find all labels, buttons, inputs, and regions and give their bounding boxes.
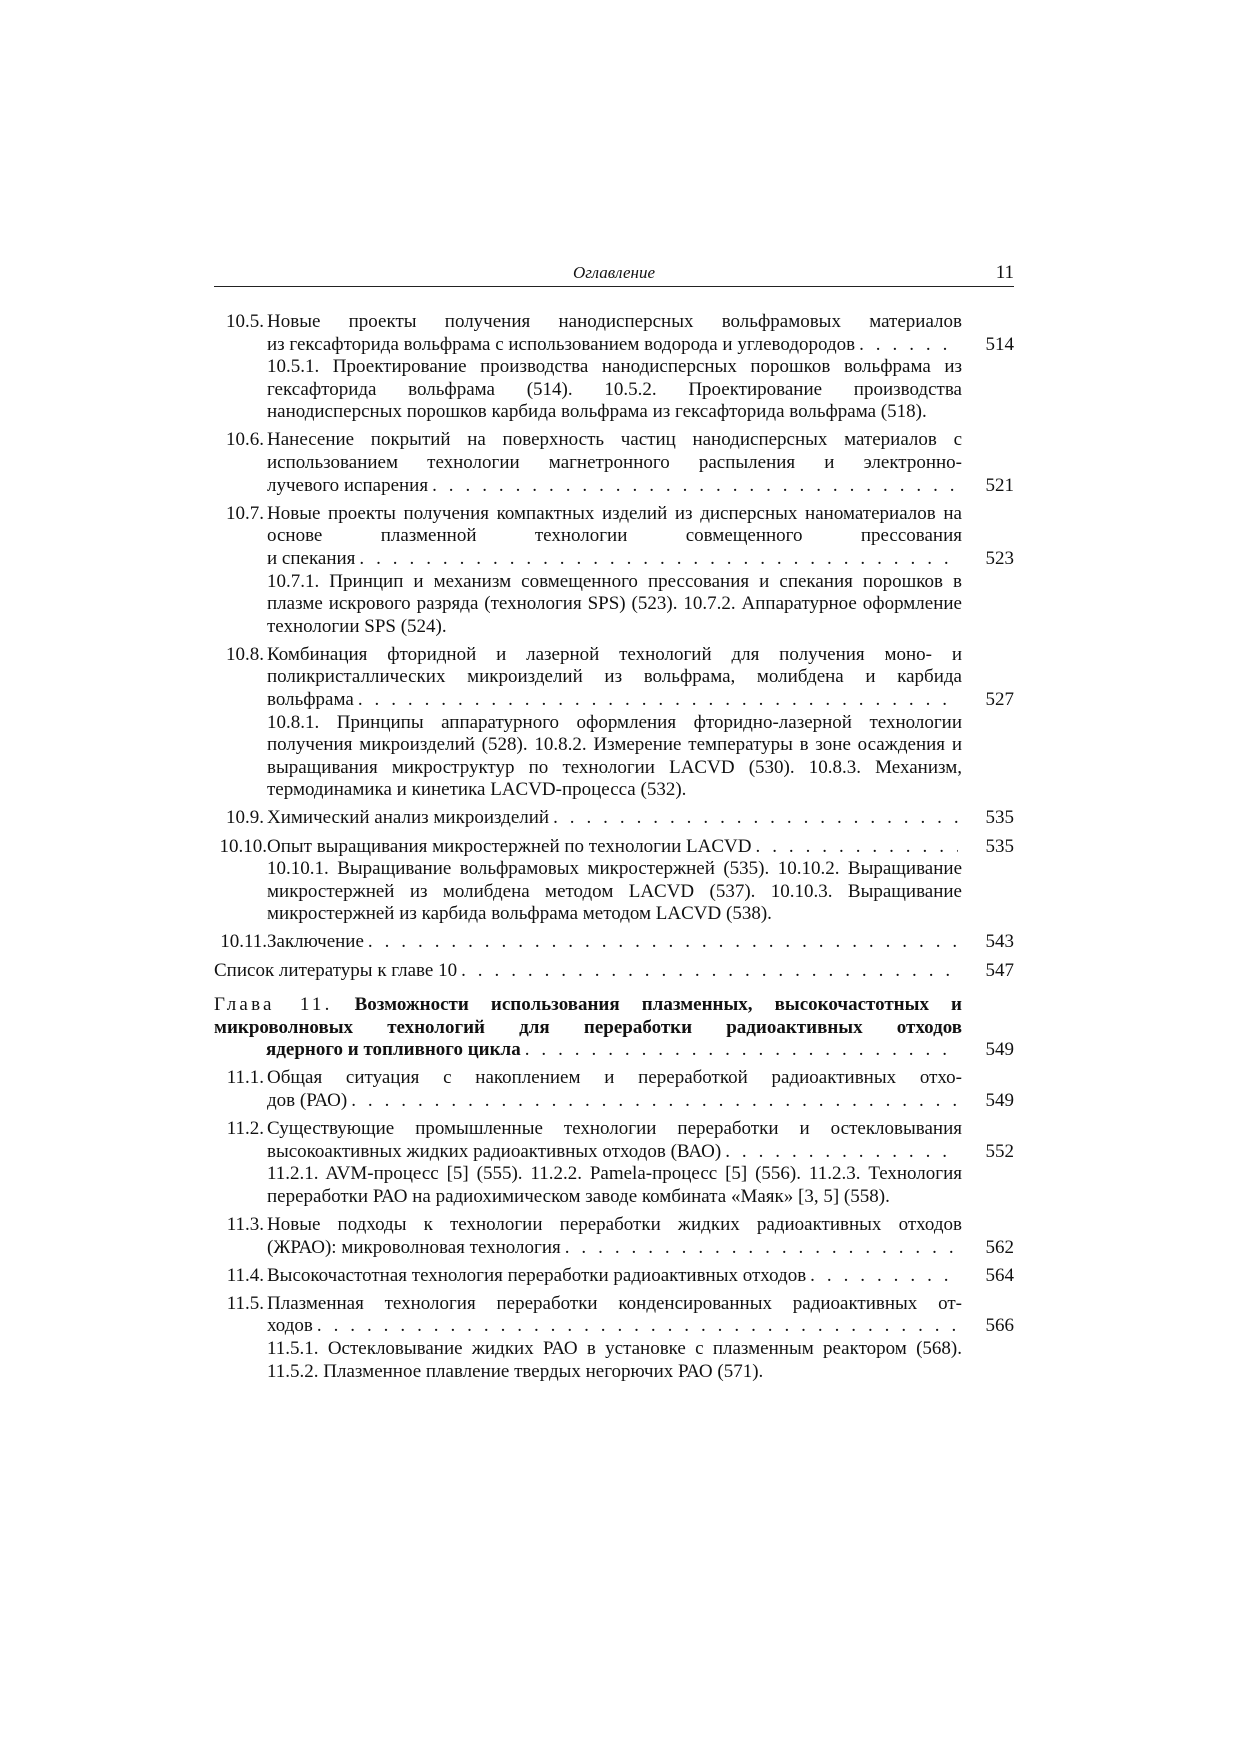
toc-entry-page: 514 xyxy=(985,333,1014,355)
dot-leader xyxy=(368,931,958,954)
dot-leader xyxy=(359,548,958,571)
dot-leader xyxy=(525,1039,958,1062)
toc-entry xyxy=(214,807,1014,830)
dot-leader xyxy=(461,960,958,983)
toc-entry xyxy=(214,931,1014,954)
toc-entry-title xyxy=(267,429,962,497)
toc-entry-title-line: Новые подходы к технологии переработки жидких радиоактивных отходов xyxy=(267,1213,962,1235)
dot-leader xyxy=(432,475,958,498)
toc-entry-title-line: высокоактивных жидких радиоактивных отходов (ВАО) xyxy=(267,1140,722,1162)
toc-entry-title xyxy=(267,311,962,356)
toc-subsections: 10.10.1. Выращивание вольфрамовых микростержней (535). 10.10.2. Выращивание микростержней из молибдена методом LACVD (537). 10.10.3. Выращивание микростержней из карбида вольфрама методом LACVD (538). xyxy=(267,858,962,925)
toc-entry-number: 11.3. xyxy=(226,1213,264,1235)
toc-entry-title-line: лучевого испарения xyxy=(267,474,429,496)
dot-leader xyxy=(725,1141,958,1164)
toc-entry-title-line: Новые проекты получения нанодисперсных вольфрамовых материалов xyxy=(267,311,962,332)
toc-entry xyxy=(214,1265,1014,1288)
toc-entry-number: 10.9. xyxy=(226,807,264,829)
toc-entry xyxy=(214,836,1014,926)
toc-entry-title-line: (ЖРАО): микроволновая технология xyxy=(267,1236,561,1258)
toc-entry-title-line: вольфрама xyxy=(267,689,354,710)
toc-entry xyxy=(214,1118,1014,1208)
toc-section-11 xyxy=(214,1067,1014,1383)
toc-entry xyxy=(214,644,1014,802)
dot-leader xyxy=(810,1265,958,1288)
toc-entry-title xyxy=(267,644,962,712)
toc-entry-title-line: Высокочастотная технология переработки радиоактивных отходов xyxy=(267,1264,807,1286)
chapter-title-line: ядерного и топливного цикла xyxy=(266,1039,521,1061)
toc-subsections: 10.7.1. Принцип и механизм совмещенного прессования и спекания порошков в плазме искрового разряда (технология SPS) (523). 10.7.2. Аппаратурное оформление технологии SPS (524). xyxy=(267,570,962,637)
toc-entry xyxy=(214,1214,1014,1259)
toc-entry-number: 11.5. xyxy=(226,1292,264,1314)
toc-entry-page: 564 xyxy=(985,1264,1014,1286)
dot-leader xyxy=(859,334,958,357)
toc-entry-title-line: Нанесение покрытий на поверхность частиц нанодисперсных материалов с использованием технологии магнетронного распыления и электронно- xyxy=(267,429,962,474)
toc-entry-title xyxy=(267,807,962,830)
dot-leader xyxy=(553,807,958,830)
toc-entry-number: 10.8. xyxy=(226,643,264,665)
toc-entry-number: 10.5. xyxy=(226,311,264,332)
toc-entry-page: 521 xyxy=(985,474,1014,496)
toc-entry-number: 10.7. xyxy=(226,502,264,524)
dot-leader xyxy=(358,689,958,712)
toc-entry-title-line: дов (РАО) xyxy=(267,1090,348,1111)
toc-entry-title-line: из гексафторида вольфрама с использованием водорода и углеводородов xyxy=(267,333,856,355)
toc-entry-page: 523 xyxy=(985,547,1014,569)
chapter-title xyxy=(214,994,962,1062)
toc-section-10 xyxy=(214,311,1014,954)
toc-subsections: 11.2.1. AVM-процесс [5] (555). 11.2.2. Pamela-процесс [5] (556). 11.2.3. Технология переработки РАО на радиохимическом заводе комбината «Маяк» [3, 5] (558). xyxy=(267,1163,962,1207)
chapter-label: Глава 11. xyxy=(214,994,333,1016)
page-number: 11 xyxy=(995,262,1014,283)
toc-entry xyxy=(214,1067,1014,1112)
dot-leader xyxy=(565,1237,958,1260)
toc-entry-title-line: Новые проекты получения компактных изделий из дисперсных наноматериалов на основе плазменной технологии совмещенного прессования xyxy=(267,502,962,547)
running-header-title: Оглавление xyxy=(572,263,656,282)
toc-entry-title xyxy=(267,1265,962,1288)
toc-entry-title-line: Химический анализ микроизделий xyxy=(267,807,550,829)
toc-entry xyxy=(214,503,1014,639)
toc-entry-title-line: Заключение xyxy=(267,931,364,953)
toc-entry-number: 10.11. xyxy=(220,931,267,953)
toc-entry-page: 535 xyxy=(985,807,1014,829)
toc-entry-page: 543 xyxy=(985,931,1014,953)
toc-page xyxy=(214,262,1014,1389)
toc-entry-page: 535 xyxy=(985,835,1014,857)
toc-entry-page: 549 xyxy=(985,1090,1014,1111)
toc-entry-page: 566 xyxy=(985,1315,1014,1337)
toc-entry-page: 552 xyxy=(985,1140,1014,1162)
toc-entry-title xyxy=(267,503,962,571)
toc-entry xyxy=(214,1293,1014,1383)
literature-text: Список литературы к главе 10 xyxy=(214,959,458,981)
chapter-page: 549 xyxy=(985,1039,1014,1061)
toc-entry-number: 11.2. xyxy=(226,1118,264,1140)
toc-entry-title-line: Плазменная технология переработки конденсированных радиоактивных от- xyxy=(267,1292,962,1314)
chapter-11-heading xyxy=(214,994,1014,1062)
toc-entry-title-line: Комбинация фторидной и лазерной технологий для получения моно- и поликристаллических микроизделий из вольфрама, молибдена и карбида xyxy=(267,643,962,688)
dot-leader xyxy=(317,1315,958,1338)
dot-leader xyxy=(351,1090,958,1113)
literature-page: 547 xyxy=(985,959,1014,981)
toc-entry xyxy=(214,311,1014,424)
toc-entry-title-line: и спекания xyxy=(267,547,356,569)
toc-subsections: 11.5.1. Остекловывание жидких РАО в установке с плазменным реактором (568). 11.5.2. Плазменное плавление твердых негорючих РАО (571). xyxy=(267,1337,962,1382)
toc-entry-title xyxy=(267,1293,962,1338)
toc-entry-title xyxy=(267,1214,962,1259)
toc-subsections: 10.5.1. Проектирование производства нанодисперсных порошков вольфрама из гексафторида вольфрама (514). 10.5.2. Проектирование производства нанодисперсных порошков карбида вольфрама из гексафторида вольфрама (518). xyxy=(267,356,962,423)
toc-subsections: 10.8.1. Принципы аппаратурного оформления фторидно-лазерной технологии получения микроизделий (528). 10.8.2. Измерение температуры в зоне осаждения и выращивания микроструктур по технологии LACVD (530). 10.8.3. Механизм, термодинамика и кинетика LACVD-процесса (532). xyxy=(267,711,962,801)
toc-entry-title-line: Общая ситуация с накоплением и переработкой радиоактивных отхо- xyxy=(267,1067,962,1089)
toc-entry-number: 10.10. xyxy=(219,835,267,857)
running-header xyxy=(214,262,1014,287)
toc-entry-title xyxy=(267,1118,962,1163)
chapter-title-line: Возможности использования плазменных, высокочастотных и микроволновых технологий для переработки радиоактивных отходов xyxy=(214,994,962,1038)
toc-entry xyxy=(214,429,1014,497)
toc-entry-page: 527 xyxy=(985,689,1014,710)
toc-entry-title-line: Существующие промышленные технологии переработки и остекловывания xyxy=(267,1118,962,1140)
toc-entry-number: 10.6. xyxy=(226,429,264,451)
toc-entry-title xyxy=(267,931,962,954)
toc-entry-title-line: ходов xyxy=(267,1315,313,1337)
dot-leader xyxy=(756,836,959,859)
toc-entry-title xyxy=(267,1067,962,1112)
toc-entry-title-line: Опыт выращивания микростержней по технологии LACVD xyxy=(267,835,752,857)
toc-entry-number: 11.1. xyxy=(226,1067,264,1089)
toc-entry-page: 562 xyxy=(985,1236,1014,1258)
toc-entry-title xyxy=(267,836,962,859)
toc-entry-number: 11.4. xyxy=(226,1264,264,1286)
literature-entry xyxy=(214,960,1014,983)
